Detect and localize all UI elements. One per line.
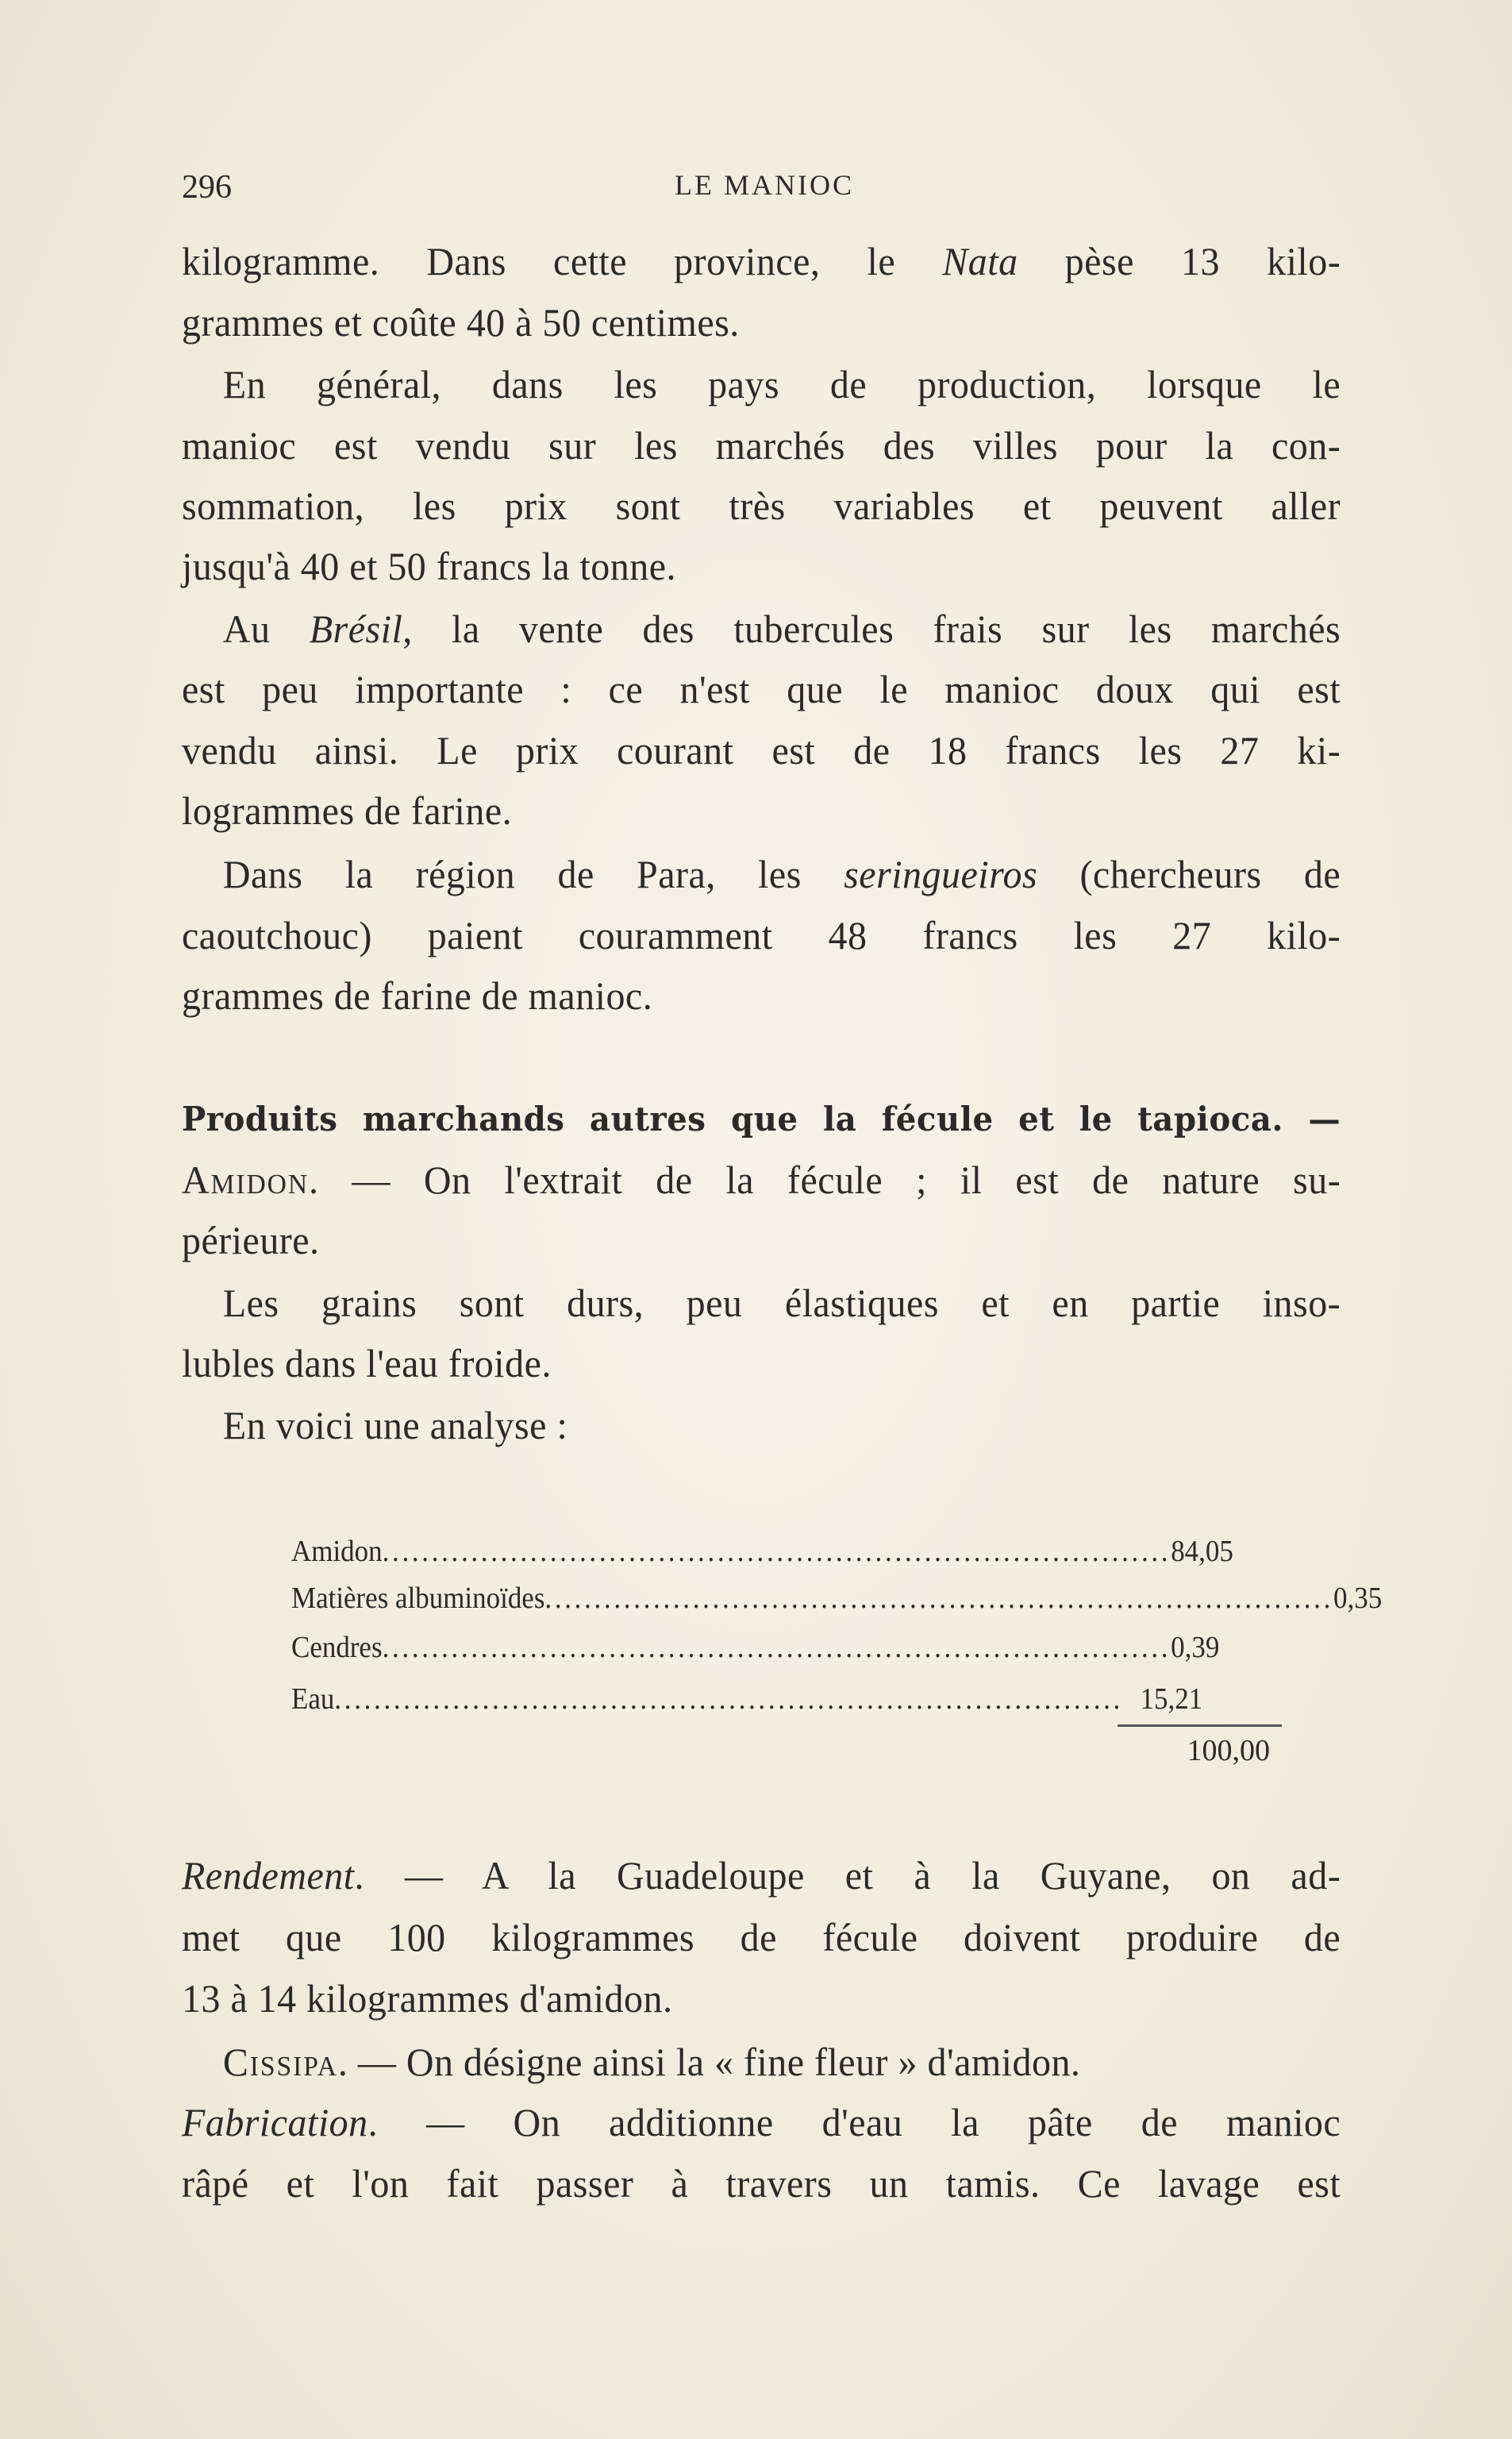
text-line: [182, 418, 1341, 473]
text-line: [182, 907, 1341, 963]
analysis-total: 100,00: [1187, 1734, 1270, 1767]
text-line: [182, 295, 1341, 350]
text-line: [182, 1971, 1341, 2026]
text-segment: râpé et l'on fait passer à travers un tamis. Ce lavage est: [182, 2161, 1341, 2206]
running-title: LE MANIOC: [675, 169, 854, 201]
text-segment: 13 à 14 kilogrammes d'amidon.: [182, 1976, 673, 2021]
text-segment: seringueiros: [844, 852, 1038, 896]
dot-leader: ................................................................................: [544, 1582, 1334, 1615]
text-segment: (chercheurs de: [1037, 852, 1341, 896]
text-line: [182, 968, 1341, 1023]
text-line: [182, 1909, 1341, 1965]
row-label: Matières albuminoïdes: [291, 1582, 545, 1615]
text-segment: logrammes de farine.: [182, 788, 513, 833]
text-segment: grammes et coûte 40 à 50 centimes.: [182, 300, 740, 345]
text-segment: lubles dans l'eau froide.: [182, 1341, 552, 1385]
text-line: [182, 601, 1341, 657]
text-segment: Fabrication: [182, 2100, 368, 2144]
text-line: [182, 1335, 1341, 1391]
text-segment: vendu ainsi. Le prix courant est de 18 francs les 27 ki-: [182, 728, 1341, 773]
text-line: [182, 661, 1341, 717]
text-segment: Cissipa: [222, 2040, 338, 2084]
row-label: Amidon: [291, 1535, 383, 1568]
text-line: [182, 783, 1341, 838]
text-line: [182, 722, 1341, 778]
text-line: [182, 1089, 1341, 1147]
text-segment: Produits marchands autres que la fécule et le tapioca. —: [182, 1100, 1341, 1139]
table-row: [291, 1626, 1220, 1669]
text-segment: met que 100 kilogrammes de fécule doivent produire de: [182, 1915, 1341, 1959]
sum-rule: [1118, 1724, 1282, 1727]
row-value: 0,35: [1333, 1582, 1383, 1615]
text-segment: jusqu'à 40 et 50 francs la tonne.: [182, 544, 676, 588]
text-segment: . — On l'extrait de la fécule ; il est de nature su-: [309, 1158, 1341, 1202]
text-segment: Les grains sont durs, peu élastiques et en partie inso-: [222, 1281, 1341, 1325]
dot-leader: ................................................................................: [334, 1682, 1123, 1716]
text-line: [182, 846, 1341, 902]
text-line: [182, 356, 1341, 412]
text-segment: Amidon: [182, 1158, 310, 1202]
text-line: [182, 1275, 1341, 1331]
text-segment: En voici une analyse :: [222, 1403, 568, 1447]
text-line: [182, 1152, 1341, 1208]
text-segment: caoutchouc) paient couramment 48 francs les 27 kilo-: [182, 913, 1341, 957]
text-segment: kilogramme. Dans cette province, le: [182, 239, 943, 283]
text-segment: . — On additionne d'eau la pâte de manioc: [367, 2100, 1341, 2144]
text-line: [182, 1397, 1341, 1453]
text-line: [182, 1848, 1341, 1903]
text-line: [182, 2094, 1341, 2150]
text-segment: Au: [222, 607, 310, 651]
text-line: [182, 233, 1341, 289]
text-segment: manioc est vendu sur les marchés des villes pour la con-: [182, 423, 1341, 468]
text-segment: En général, dans les pays de production, lorsque le: [222, 362, 1341, 406]
page-number: 296: [182, 169, 232, 206]
text-segment: . — A la Guadeloupe et à la Guyane, on ad-: [354, 1853, 1341, 1898]
row-label: Eau: [291, 1682, 335, 1716]
text-segment: Brésil: [309, 607, 403, 651]
table-row: [291, 1530, 1233, 1573]
text-segment: sommation, les prix sont très variables et peuvent aller: [182, 484, 1341, 528]
text-segment: périeure.: [182, 1218, 320, 1262]
text-segment: Nata: [942, 239, 1018, 283]
row-value: 0,39: [1171, 1631, 1220, 1664]
text-segment: est peu importante : ce n'est que le manioc doux qui est: [182, 667, 1341, 711]
text-segment: Rendement: [182, 1853, 355, 1898]
text-line: [182, 478, 1341, 534]
text-segment: . — On désigne ainsi la « fine fleur » d'amidon.: [337, 2040, 1081, 2084]
text-line: [182, 1212, 1341, 1268]
text-segment: , la vente des tubercules frais sur les marchés: [402, 607, 1341, 651]
table-row: [291, 1577, 1383, 1620]
row-value: 15,21: [1140, 1682, 1203, 1716]
text-line: [182, 2034, 1341, 2090]
row-value: 84,05: [1171, 1535, 1233, 1568]
row-label: Cendres: [291, 1631, 383, 1664]
text-line: [182, 538, 1341, 594]
text-line: [182, 2156, 1341, 2211]
dot-leader: ................................................................................: [382, 1631, 1172, 1664]
text-segment: grammes de farine de manioc.: [182, 973, 653, 1018]
text-segment: pèse 13 kilo-: [1018, 239, 1341, 283]
table-row: [291, 1678, 1202, 1720]
dot-leader: ................................................................................: [382, 1535, 1172, 1568]
text-segment: Dans la région de Para, les: [222, 852, 844, 896]
